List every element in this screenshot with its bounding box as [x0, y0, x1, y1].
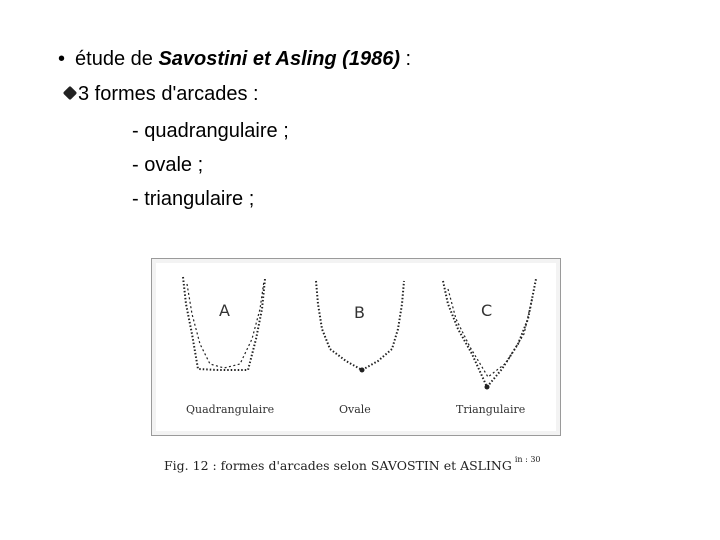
arch-letter-c: C: [481, 301, 493, 320]
arch-triangular-drawing: [443, 279, 536, 390]
bullet-dot: •: [58, 48, 66, 70]
label-triangulaire: Triangulaire: [456, 403, 526, 416]
bullet-line-forms: [64, 83, 259, 106]
form-item-quadrangular: - quadrangulaire ;: [132, 120, 289, 142]
form-item-triangular: - triangulaire ;: [132, 188, 255, 210]
arcade-forms-figure: [151, 258, 561, 436]
figure-caption: [164, 455, 541, 473]
caption-reference: in : 30: [514, 455, 541, 464]
arch-quadrangular-drawing: [183, 277, 265, 370]
arch-letter-a: A: [219, 301, 230, 320]
label-ovale: Ovale: [339, 403, 371, 416]
square-bullet-icon: [63, 86, 77, 100]
arch-oval-drawing: [316, 281, 404, 373]
caption-text: Fig. 12 : formes d'arcades selon SAVOSTIN et ASLING: [164, 458, 512, 473]
bullet-line-study: [58, 48, 411, 71]
form-item-oval: - ovale ;: [132, 154, 204, 176]
study-authors: Savostini et Asling (1986): [158, 48, 400, 70]
study-prefix: étude de: [75, 48, 159, 70]
study-suffix: :: [400, 48, 412, 70]
forms-count-text: 3 formes d'arcades :: [78, 83, 259, 105]
label-quadrangulaire: Quadrangulaire: [186, 403, 275, 416]
arch-letter-b: B: [354, 303, 365, 322]
